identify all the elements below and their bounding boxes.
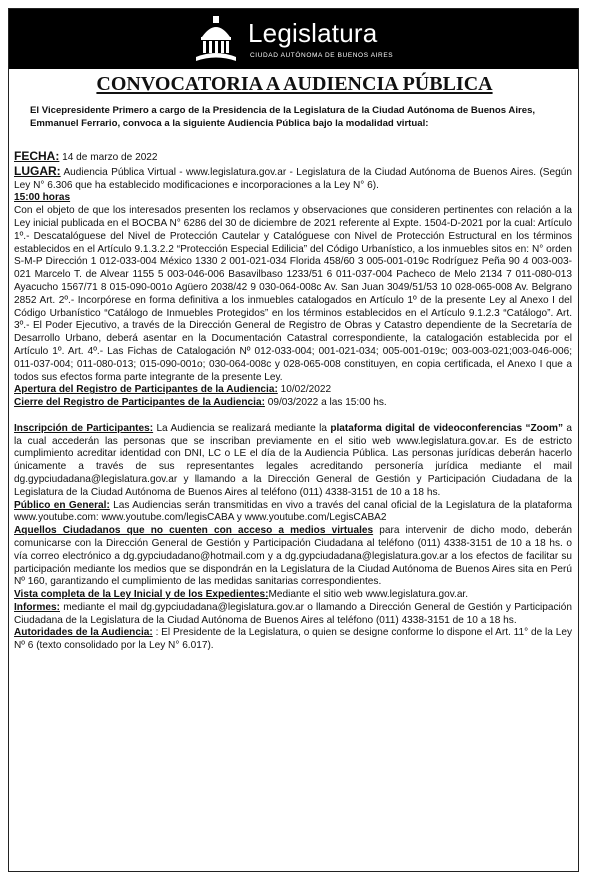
cierre-value: 09/03/2022 a las 15:00 hs. [264,397,387,409]
brand-subtitle: CIUDAD AUTÓNOMA DE BUENOS AIRES [250,52,394,59]
vista-line [14,589,572,602]
section-gap [14,410,572,423]
legislatura-building-dome-icon [193,13,239,65]
sin-acceso-value: para intervenir de dicho modo, deberán comunicarse con la Dirección General de Gestión y Participación Ciudadana al teléfono (011) 4338-3151 de 10 a 18 hs. o vía correo electrónico a dg.gypciudadano@hotmail.com y a dg.gypciudadana@legislatura.gov.ar a los efectos de facilitar su participación mediante los medios que se dispondrán en la Legislatura de la Ciudad Autónoma de Buenos Aires sita en Perú Nº 160, garantizando el cumplimiento de las medidas sanitarias correspondientes. [14,525,573,588]
intro-paragraph: El Vicepresidente Primero a cargo de la Presidencia de la Legislatura de la Ciudad Autónoma de Buenos Aires, Emmanuel Ferrario, convoca a la siguiente Audiencia Pública bajo la modalidad virtual: [30,105,536,129]
objeto-paragraph: Con el objeto de que los interesados presenten los reclamos y observaciones que consideren pertinentes con relación a la Ley inicial publicada en el BOCBA N° 6286 del 30 de diciembre de 2021 referente al Expte. 1504-D-2021 por la cual: Artículo 1º.- Descatalóguese del Nivel de Protección Cautelar y Catalóguese con Nivel de Protección Estructural en los términos establecidos en el Artículo 9.1.3.2.2 “Protección Especial Edilicia” del Código Urbanístico, a los inmuebles sitos en: N° orden S-M-P Dirección 1 012-033-004 México 1330 2 001-021-034 Florida 458/60 3 005-001-019c Rodríguez Peña 90 4 003-003-021 Marcelo T. de Alvear 1155 5 003-046-006 Basavilbaso 1233/51 6 011-037-004 Pacheco de Melo 2134 7 011-080-013 Ayacucho 1567/71 8 015-090-001o Agüero 2038/42 9 030-064-008c Av. San Juan 3049/51/53 10 028-065-008 Av. Belgrano 2852 Art. 2º.- Incorpórese en forma definitiva a los inmuebles catalogados en Artículo 1º de la presente Ley al Anexo I del Código Urbanístico “Catálogo de Inmuebles Protegidos” en los términos establecidos en el Artículo 9.1.2.3 “Catálogo”. Art. 3º.- El Poder Ejecutivo, a través de la Dirección General de Registro de Obras y Catastro dependiente de la Secretaría de Desarrollo Urbano, deberá asentar en la Documentación Catastral correspondiente, la catalogación establecida por el Artículo 1º. Art. 4º.- Las Fichas de Catalogación Nº 012-033-004; 001-021-034; 005-001-019c; 003-003-021;003-046-006; 011-037-004; 011-080-013; 015-090-001o; 030-064-008c y 028-065-008 constituyen, en copia certificada, el Anexo I que a todos sus efectos forma parte integrante de la presente Ley. [14,205,572,383]
inscripcion-text-1: La Audiencia se realizará mediante la [153,422,331,434]
lugar-label: LUGAR: [14,163,61,178]
apertura-value: 10/02/2022 [277,384,332,396]
informes-paragraph [14,602,572,628]
fecha-line [14,150,572,165]
apertura-line [14,384,572,397]
publico-value: Las Audiencias serán transmitidas en vivo a través del canal oficial de la Legislatura de la plataforma www.youtube.com: www.youtube.com/legisCABA y www.youtube.com/LegisCABA2 [14,499,572,524]
autoridades-value: : El Presidente de la Legislatura, o quien se designe conforme lo dispone el Art. 11° de la Ley Nº 6 (texto consolidado por la Ley N° 6.017). [14,627,572,652]
inscripcion-label: Inscripción de Participantes: [14,422,154,434]
fecha-value: 14 de marzo de 2022 [59,152,158,163]
apertura-label: Apertura del Registro de Participantes de la Audiencia: [14,384,278,396]
inscripcion-paragraph [14,423,572,500]
hora-value: 15:00 horas [14,192,71,204]
autoridades-paragraph [14,627,572,653]
notice-body [14,150,572,653]
cierre-line [14,397,572,410]
vista-value: Mediante el sitio web www.legislatura.gov.ar. [268,589,469,601]
publico-paragraph [14,500,572,526]
informes-label: Informes: [14,601,60,613]
inscripcion-text-2: a la cual accederán las personas que se inscriban previamente en el sitio web www.legislatura.gov.ar. Es de estricto cumplimiento acreditar identidad con DNI, LC o LE el día de la Audiencia Pública. Las personas jurídicas deberán hacerlo únicamente a través de sus representantes legales acreditando personería jurídica mediante el mail dg.gypciudadana@legislatura.gov.ar y llamando a la Dirección General de Gestión y Participación Ciudadana de la Legislatura de la Ciudad Autónoma de Buenos Aires al teléfono (011) 4338-3151 de 10 a 18 hs. [14,422,572,498]
brand-name: Legislatura [248,18,378,48]
sin-acceso-label: Aquellos Ciudadanos que no cuenten con acceso a medios virtuales [14,525,374,537]
page-title: CONVOCATORIA A AUDIENCIA PÚBLICA [96,73,493,95]
autoridades-label: Autoridades de la Audiencia: [14,627,153,639]
cierre-label: Cierre del Registro de Participantes de la Audiencia: [14,397,265,409]
inscripcion-platform: plataforma digital de videoconferencias “Zoom” [330,422,564,434]
hora-line [14,192,572,205]
lugar-line [14,165,572,193]
informes-value: mediante el mail dg.gypciudadana@legislatura.gov.ar o llamando a Dirección General de Gestión y Participación Ciudadana de la Legislatura de la Ciudad Autónoma de Buenos Aires al teléfono (011) 4338-3151 de 10 a 18 hs. [14,601,572,626]
fecha-label: FECHA: [14,149,60,163]
publico-label: Público en General: [14,499,110,511]
vista-label: Vista completa de la Ley Inicial y de los Expedientes: [14,589,269,601]
sin-acceso-paragraph [14,525,572,589]
lugar-value: Audiencia Pública Virtual - www.legislatura.gov.ar - Legislatura de la Ciudad Autónoma de Buenos Aires. (Según Ley N° 6.306 que ha establecido modificaciones e incorporaciones a la Ley N° 6). [14,166,572,191]
